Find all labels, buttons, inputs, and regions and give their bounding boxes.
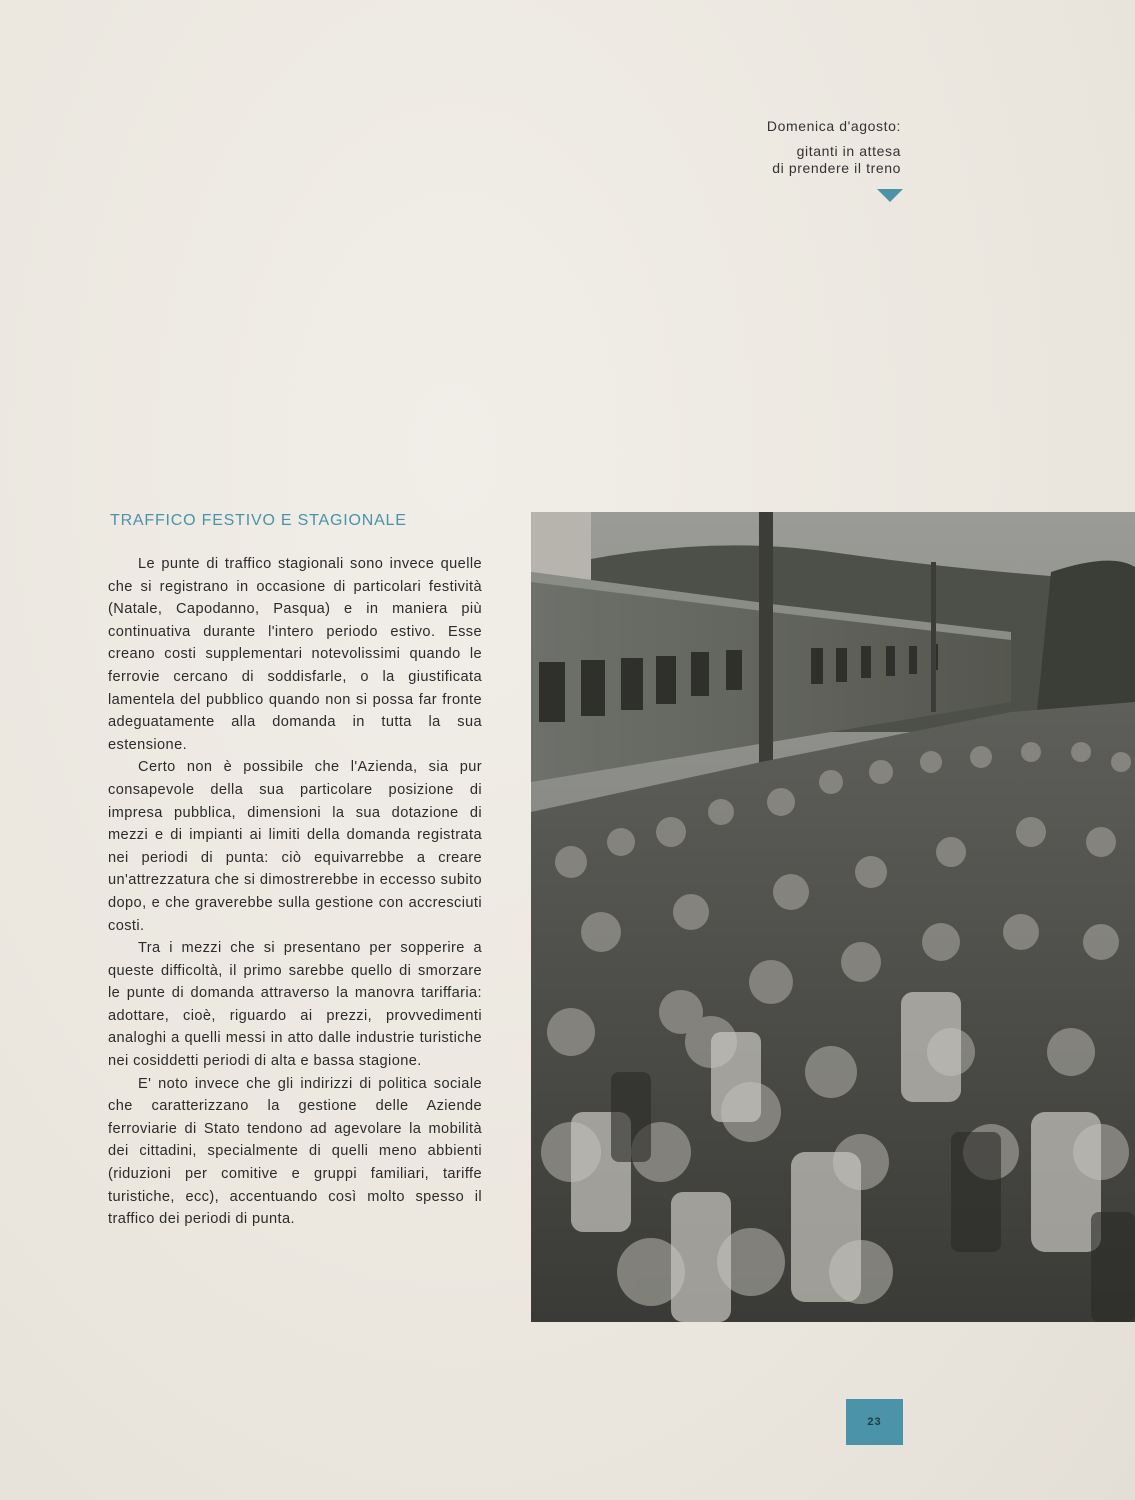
photo-illustration bbox=[531, 512, 1135, 1322]
crowd-train-photo bbox=[531, 512, 1135, 1322]
paragraph: Certo non è possibile che l'Azienda, sia pur consapevole della sua particolare posizione di impresa pubblica, dimensioni la sua dotazione di mezzi e di impianti ai limiti della domanda registrata nei periodi di punta: ciò equivarrebbe a creare un'attrezzatura che si dimostrerebbe in eccesso subito dopo, e che graverebbe sulla gestione con accresciuti costi. bbox=[108, 759, 482, 934]
caption-line-3: di prendere il treno bbox=[772, 160, 901, 176]
body-text bbox=[108, 553, 482, 1231]
page-number: 23 bbox=[846, 1399, 903, 1445]
paragraph: Le punte di traffico stagionali sono invece quelle che si registrano in occasione di particolari festività (Natale, Capodanno, Pasqua) e in maniera più continuativa durante l'intero periodo estivo. Esse creano costi supplementari notevolissimi quando le ferrovie cercano di soddisfarle, o la giustificata lamentela del pubblico quando non si possa far fronte adeguatamente alla domanda in tutta la sua estensione. bbox=[108, 556, 482, 753]
caption-line-2: gitanti in attesa bbox=[796, 143, 901, 159]
section-title: TRAFFICO FESTIVO E STAGIONALE bbox=[110, 512, 407, 529]
paragraph: Tra i mezzi che si presentano per sopperire a queste difficoltà, il primo sarebbe quello di smorzare le punte di domanda attraverso la manovra tariffaria: adottare, cioè, riguardo ai prezzi, provvedimenti analoghi a quelli messi in atto dalle industrie turistiche nei cosiddetti periodi di alta e bassa stagione. bbox=[108, 940, 482, 1070]
photo-caption bbox=[681, 118, 901, 177]
caption-line-1: Domenica d'agosto: bbox=[766, 118, 901, 134]
paragraph: E' noto invece che gli indirizzi di politica sociale che caratterizzano la gestione delle Aziende ferroviarie di Stato tendono ad agevolare la mobilità dei cittadini, specialmente di quelli meno abbienti (riduzioni per comitive e gruppi familiari, tariffe turistiche, ecc), accentuando così molto spesso il traffico dei periodi di punta. bbox=[108, 1075, 482, 1228]
triangle-down-icon bbox=[877, 189, 903, 202]
